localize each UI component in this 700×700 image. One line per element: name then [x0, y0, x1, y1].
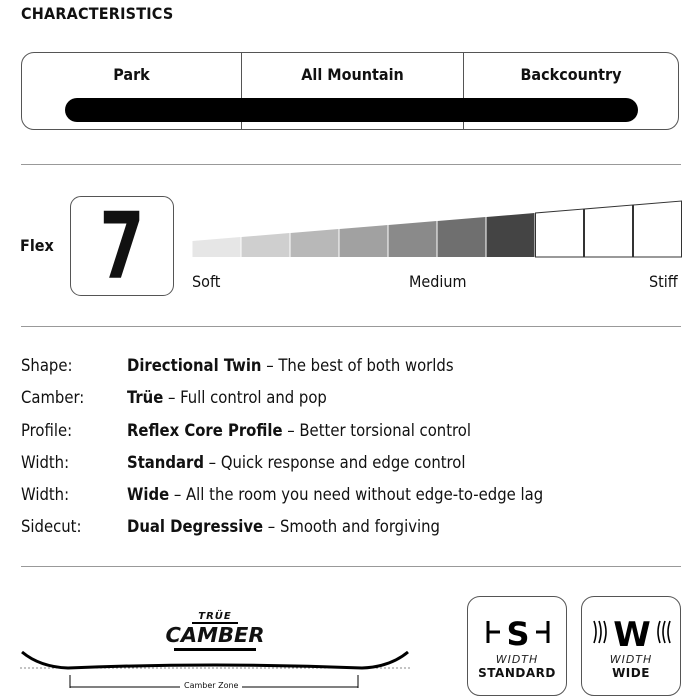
divider	[21, 326, 681, 327]
section-heading: CHARACTERISTICS	[21, 4, 174, 23]
divider	[21, 164, 681, 165]
spec-name: Standard	[127, 453, 204, 472]
width-wide-glyph: W	[613, 615, 651, 649]
spec-desc: – Full control and pop	[163, 388, 327, 407]
flex-segment-10	[634, 201, 682, 257]
flex-rating-value: 7	[99, 193, 145, 300]
spec-key: Shape:	[21, 356, 73, 375]
width-standard-badge	[467, 596, 567, 696]
flex-segment-1	[193, 237, 241, 257]
spec-key: Camber:	[21, 388, 85, 407]
camber-zone-label: Camber Zone	[180, 681, 242, 690]
spec-desc: – Smooth and forgiving	[263, 517, 440, 536]
flex-scale	[192, 200, 682, 262]
flex-scale-soft: Soft	[192, 272, 221, 291]
terrain-range-bar	[65, 98, 638, 122]
divider	[21, 566, 681, 567]
spec-desc: – All the room you need without edge-to-edge lag	[169, 485, 544, 504]
spec-key: Sidecut:	[21, 517, 82, 536]
flex-scale-medium: Medium	[409, 272, 467, 291]
flex-segment-2	[242, 233, 290, 257]
spec-key: Width:	[21, 453, 70, 472]
width-wide-icon	[582, 615, 682, 649]
flex-segment-5	[389, 221, 437, 257]
width-standard-line1: WIDTH	[495, 653, 539, 666]
flex-segment-9	[585, 205, 633, 257]
board-profile	[22, 652, 408, 668]
flex-segment-4	[340, 225, 388, 257]
flex-label: Flex	[20, 236, 54, 255]
spec-name: Reflex Core Profile	[127, 421, 283, 440]
flex-segment-6	[438, 217, 486, 257]
camber-logo-main: CAMBER	[165, 623, 265, 647]
spec-key: Profile:	[21, 421, 73, 440]
flex-rating-box	[70, 193, 174, 300]
width-wide-line2: WIDE	[612, 666, 650, 680]
spec-desc: – The best of both worlds	[261, 356, 454, 375]
spec-desc: – Better torsional control	[282, 421, 471, 440]
spec-name: Wide	[127, 485, 170, 504]
terrain-label-all-mountain: All Mountain	[301, 65, 404, 84]
width-wide-line1: WIDTH	[609, 653, 653, 666]
camber-profile-diagram	[18, 640, 414, 700]
spec-name: Trüe	[127, 388, 164, 407]
camber-logo-top: TRÜE	[192, 612, 237, 624]
terrain-range-panel	[21, 52, 679, 130]
flex-segment-3	[291, 229, 339, 257]
width-standard-icon	[468, 615, 568, 649]
terrain-label-park: Park	[113, 65, 150, 84]
spec-desc: – Quick response and edge control	[203, 453, 466, 472]
terrain-label-backcountry: Backcountry	[520, 65, 622, 84]
spec-name: Directional Twin	[127, 356, 262, 375]
spec-name: Dual Degressive	[127, 517, 264, 536]
width-standard-glyph: S	[506, 615, 530, 649]
flex-scale-stiff: Stiff	[649, 272, 678, 291]
width-wide-badge	[581, 596, 681, 696]
width-standard-line2: STANDARD	[478, 666, 556, 680]
flex-segment-7	[487, 213, 535, 257]
spec-key: Width:	[21, 485, 70, 504]
flex-segment-8	[536, 209, 584, 257]
